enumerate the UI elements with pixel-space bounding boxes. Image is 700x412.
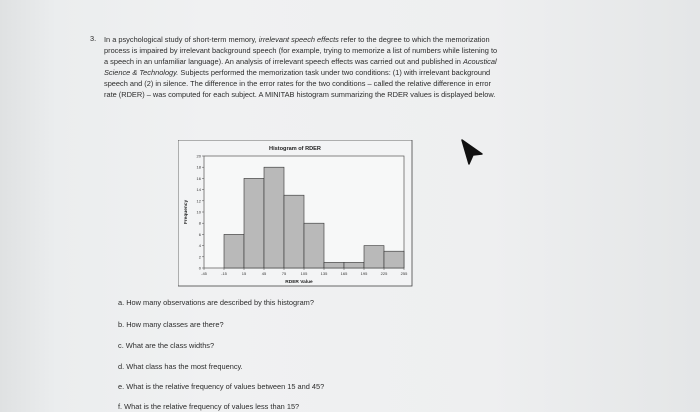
y-tick-label: 0: [198, 265, 201, 271]
y-tick-label: 18: [196, 164, 201, 170]
x-tick-label: 195: [360, 271, 368, 276]
histogram-bar-2: [244, 178, 264, 268]
histogram-bar-9: [384, 251, 404, 268]
x-tick-label: 255: [400, 271, 408, 276]
question-c: c. What are the class widths?: [118, 341, 215, 350]
histogram-bar-4: [284, 195, 304, 268]
y-tick-label: 10: [196, 209, 201, 215]
question-b: b. How many classes are there?: [118, 320, 224, 329]
histogram-bar-8: [364, 246, 384, 268]
histogram-bar-7: [344, 262, 364, 268]
x-tick-label: 45: [261, 271, 267, 276]
question-intro: [104, 34, 499, 100]
intro-text-1: In a psychological study of short-term memory,: [104, 35, 259, 44]
question-d: d. What class has the most frequency.: [118, 362, 243, 371]
y-tick-label: 2: [198, 254, 201, 260]
x-tick-label: 135: [320, 271, 328, 276]
x-tick-label: 105: [300, 271, 308, 276]
y-tick-label: 14: [196, 187, 201, 193]
x-tick-label: 75: [281, 271, 287, 276]
y-tick-label: 8: [198, 220, 201, 226]
x-axis-label: RDER Value: [285, 280, 313, 285]
question-e: e. What is the relative frequency of values between 15 and 45?: [118, 382, 325, 391]
x-tick-label: 165: [340, 271, 348, 276]
rder-histogram: [178, 140, 414, 288]
x-tick-label: 225: [380, 271, 388, 276]
y-tick-label: 12: [196, 198, 201, 204]
question-a: a. How many observations are described by this histogram?: [118, 298, 314, 307]
question-number: 3.: [90, 34, 97, 43]
histogram-bar-1: [224, 234, 244, 268]
intro-term: irrelevant speech effects: [258, 35, 339, 44]
intro-journal: Acoustical Science & Technology.: [104, 57, 497, 77]
histogram-bar-6: [324, 262, 344, 268]
x-tick-label: -45: [201, 271, 207, 276]
x-tick-label: 15: [241, 271, 247, 276]
chart-title: Histogram of RDER: [269, 146, 321, 152]
y-axis-label: Frequency: [184, 199, 189, 225]
intro-text-3: Subjects performed the memorization task under two conditions: (1) with irrelevant background speech and (2) in silence. The difference in the error rates for the two conditions – called the relative difference in error rate (RDER) – was computed for each subject. A MINITAB histogram summarizing the RDER values is displayed below.: [104, 68, 496, 99]
intro-text-2: refer to the degree to which the memorization process is impaired by irrelevant background speech (for example, trying to memorize a list of numbers while listening to a speech in an unfamiliar language). An analysis of irrelevant speech effects was carried out and published in: [104, 35, 498, 66]
y-tick-label: 4: [198, 243, 201, 249]
histogram-bar-5: [304, 223, 324, 268]
question-f: f. What is the relative frequency of values less than 15?: [118, 402, 300, 411]
x-tick-label: -15: [221, 271, 227, 276]
y-tick-label: 16: [196, 175, 201, 181]
y-tick-label: 6: [198, 231, 201, 237]
mouse-pointer-icon: [460, 138, 484, 166]
y-tick-label: 20: [196, 153, 201, 159]
histogram-bar-3: [264, 167, 284, 268]
